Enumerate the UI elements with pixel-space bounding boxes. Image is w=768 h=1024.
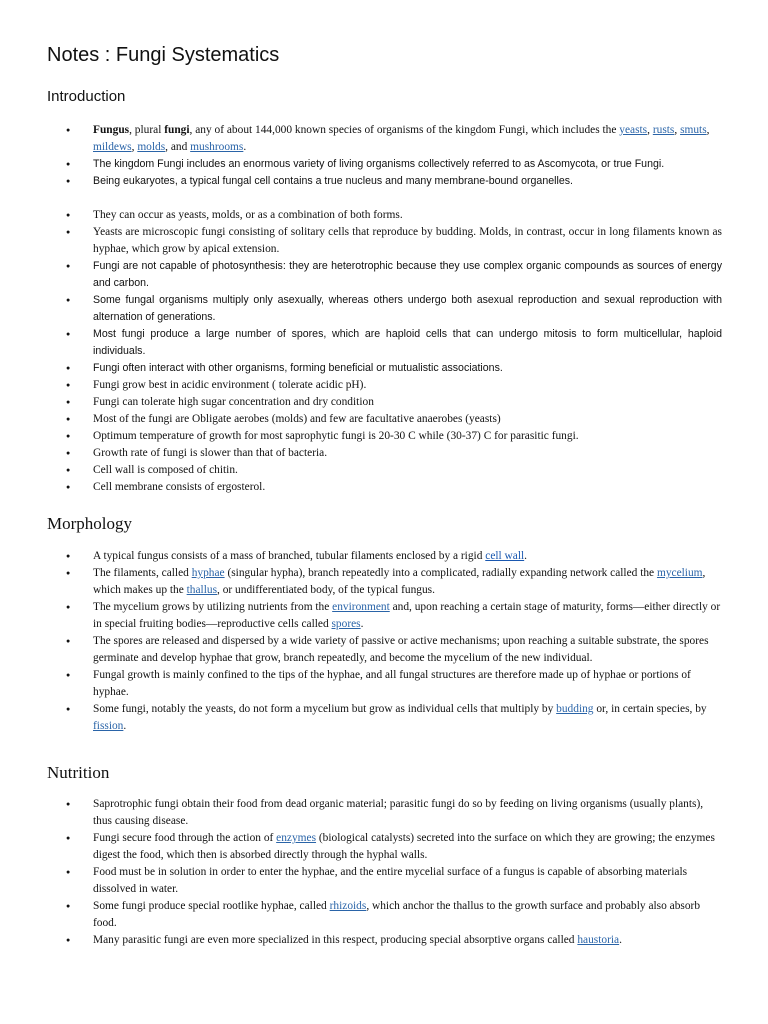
link-fission[interactable]: fission [93, 720, 124, 732]
introduction-list [0, 122, 768, 156]
list-item: ● Optimum temperature of growth for most saprophytic fungi is 20-30 C while (30-37) C for parasitic fungi. [0, 428, 768, 445]
introduction-list-sans-2 [0, 258, 768, 377]
list-item: ● They can occur as yeasts, molds, or as a combination of both forms. [0, 207, 768, 224]
link-rhizoids[interactable]: rhizoids [329, 900, 367, 912]
introduction-list-sans [0, 156, 768, 190]
list-item: ● Some fungi, notably the yeasts, do not form a mycelium but grow as individual cells that multiply by budding or, in certain species, by fission. [0, 701, 768, 735]
link-spores[interactable]: spores [331, 618, 361, 630]
list-item: ● The mycelium grows by utilizing nutrients from the environment and, upon reaching a certain stage of maturity, forms—either directly or in special fruiting bodies—reproductive cells called spores. [0, 599, 768, 633]
morphology-list [0, 548, 768, 735]
list-item: ● The kingdom Fungi includes an enormous variety of living organisms collectively referred to as Ascomycota, or true Fungi. [0, 156, 768, 173]
list-item: ● Many parasitic fungi are even more specialized in this respect, producing special absorptive organs called haustoria. [0, 932, 768, 949]
list-item: ● Some fungi produce special rootlike hyphae, called rhizoids, which anchor the thallus to the growth surface and probably also absorb food. [0, 898, 768, 932]
link-molds[interactable]: molds [137, 141, 166, 153]
list-item: ● Being eukaryotes, a typical fungal cell contains a true nucleus and many membrane-bound organelles. [0, 173, 768, 190]
link-hyphae[interactable]: hyphae [191, 567, 225, 579]
nutrition-list [0, 796, 768, 949]
introduction-list-serif [0, 207, 768, 258]
list-item: ● Fungal growth is mainly confined to the tips of the hyphae, and all fungal structures are therefore made up of hyphae or portions of hyphae. [0, 667, 768, 701]
list-item: ● Growth rate of fungi is slower than that of bacteria. [0, 445, 768, 462]
list-item: ● Most of the fungi are Obligate aerobes (molds) and few are facultative anaerobes (yeasts) [0, 411, 768, 428]
list-item: ● Fungi often interact with other organisms, forming beneficial or mutualistic associations. [0, 360, 768, 377]
list-item: ● Some fungal organisms multiply only asexually, whereas others undergo both asexual reproduction and sexual reproduction with alternation of generations. [0, 292, 768, 326]
list-item: ● Fungus, plural fungi, any of about 144,000 known species of organisms of the kingdom Fungi, which includes the yeasts, rusts, smuts, mildews, molds, and mushrooms. [0, 122, 768, 156]
link-yeasts[interactable]: yeasts [619, 124, 648, 136]
list-item: ● Fungi are not capable of photosynthesis: they are heterotrophic because they use complex organic compounds as sources of energy and carbon. [0, 258, 768, 292]
list-item: ● A typical fungus consists of a mass of branched, tubular filaments enclosed by a rigid cell wall. [0, 548, 768, 565]
link-haustoria[interactable]: haustoria [577, 934, 620, 946]
list-item: ● Fungi can tolerate high sugar concentration and dry condition [0, 394, 768, 411]
section-heading-introduction: Introduction [47, 88, 126, 105]
list-item: ● The spores are released and dispersed by a wide variety of passive or active mechanisms; upon reaching a suitable substrate, the spores germinate and develop hyphae that grow, branch repeatedly, and become the mycelium of the new individual. [0, 633, 768, 667]
list-item: ● Fungi secure food through the action of enzymes (biological catalysts) secreted into the surface on which they are growing; the enzymes digest the food, which then is absorbed directly through the hyphal walls. [0, 830, 768, 864]
link-smuts[interactable]: smuts [680, 124, 707, 136]
link-rusts[interactable]: rusts [652, 124, 675, 136]
link-environment[interactable]: environment [332, 601, 390, 613]
introduction-list-serif-2 [0, 377, 768, 496]
list-item: ● Cell membrane consists of ergosterol. [0, 479, 768, 496]
section-heading-nutrition: Nutrition [47, 763, 110, 782]
list-item: ● Yeasts are microscopic fungi consisting of solitary cells that reproduce by budding. Molds, in contrast, occur in long filaments known as hyphae, which grow by apical extension. [0, 224, 768, 258]
list-item: ● Saprotrophic fungi obtain their food from dead organic material; parasitic fungi do so by feeding on living organisms (usually plants), thus causing disease. [0, 796, 768, 830]
page-title: Notes : Fungi Systematics [47, 44, 280, 66]
link-mushrooms[interactable]: mushrooms [190, 141, 244, 153]
list-item: ● Most fungi produce a large number of spores, which are haploid cells that can undergo mitosis to form multicellular, haploid individuals. [0, 326, 768, 360]
link-enzymes[interactable]: enzymes [276, 832, 317, 844]
link-budding[interactable]: budding [556, 703, 594, 715]
list-item: ● Food must be in solution in order to enter the hyphae, and the entire mycelial surface of a fungus is capable of absorbing materials dissolved in water. [0, 864, 768, 898]
term-fungi: fungi [164, 124, 190, 136]
list-item: ● The filaments, called hyphae (singular hypha), branch repeatedly into a complicated, radially expanding network called the mycelium, which makes up the thallus, or undifferentiated body, of the typical fungus. [0, 565, 768, 599]
link-cell-wall[interactable]: cell wall [485, 550, 525, 562]
list-item: ● Cell wall is composed of chitin. [0, 462, 768, 479]
section-heading-morphology: Morphology [47, 514, 132, 533]
term-fungus: Fungus [93, 124, 130, 136]
link-mycelium[interactable]: mycelium [656, 567, 703, 579]
link-mildews[interactable]: mildews [93, 141, 132, 153]
link-thallus[interactable]: thallus [186, 584, 218, 596]
list-item: ● Fungi grow best in acidic environment ( tolerate acidic pH). [0, 377, 768, 394]
